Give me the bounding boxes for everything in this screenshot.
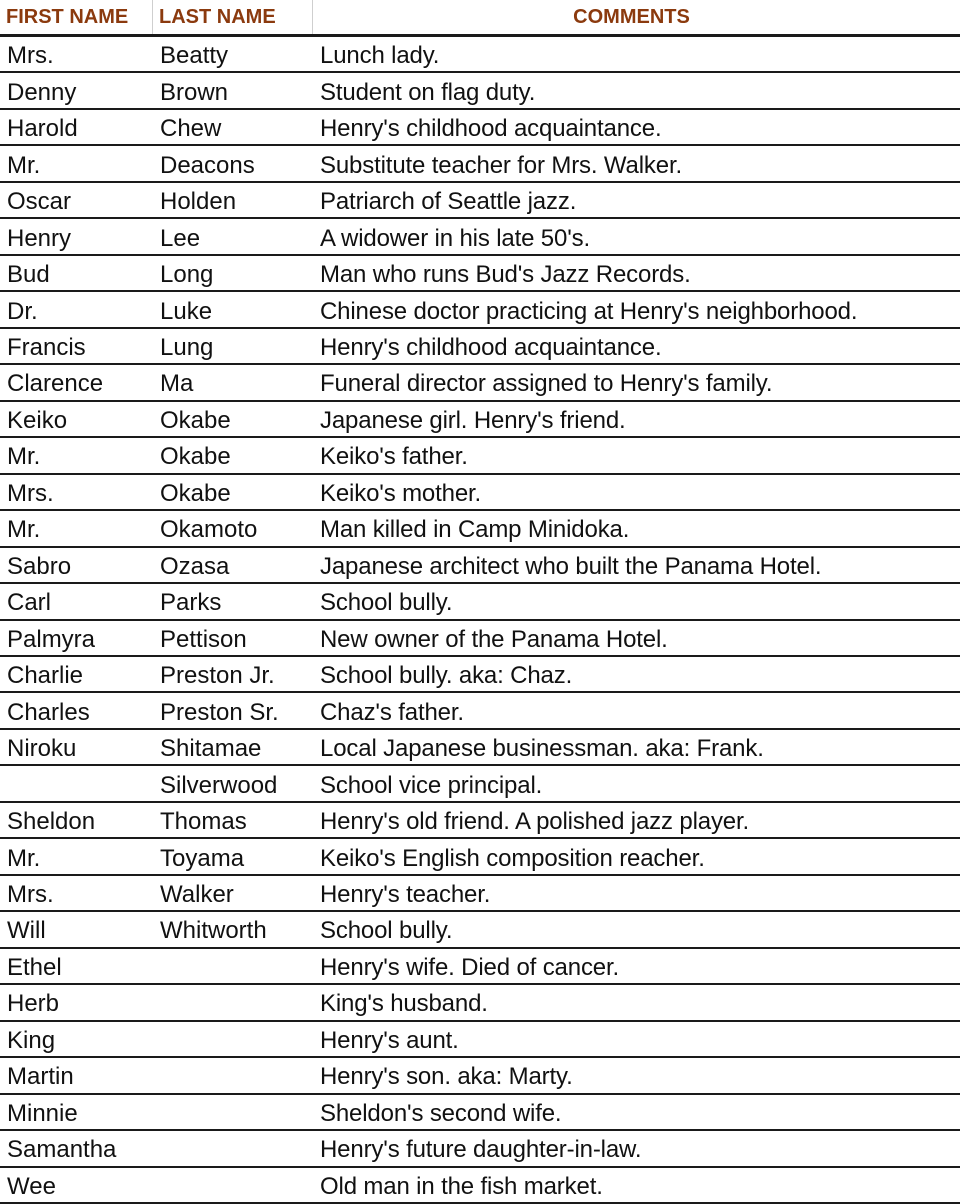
cell-first-name: Francis	[7, 333, 86, 361]
cell-last-name: Whitworth	[160, 917, 267, 945]
cell-comment: Sheldon's second wife.	[320, 1099, 562, 1127]
cell-first-name: Mrs.	[7, 881, 54, 909]
cell-last-name: Lee	[160, 224, 201, 252]
cell-comment: Henry's childhood acquaintance.	[320, 115, 662, 143]
cell-last-name: Walker	[160, 881, 234, 909]
table-row	[0, 475, 960, 511]
cell-comment: Old man in the fish market.	[320, 1172, 603, 1200]
cell-comment: Lunch lady.	[320, 42, 440, 70]
table-row	[0, 657, 960, 693]
cell-first-name: Charles	[7, 698, 90, 726]
header-comments: COMMENTS	[573, 5, 690, 28]
cell-first-name: Oscar	[7, 188, 72, 216]
cell-first-name: Denny	[7, 78, 77, 106]
cell-comment: King's husband.	[320, 990, 488, 1018]
cell-first-name: Herb	[7, 990, 60, 1018]
table-row	[0, 730, 960, 766]
cell-last-name: Pettison	[160, 625, 247, 653]
cell-last-name: Deacons	[160, 151, 255, 179]
cell-first-name: Mrs.	[7, 479, 54, 507]
cell-last-name: Thomas	[160, 808, 247, 836]
cell-last-name	[160, 1000, 320, 1004]
cell-comment: Japanese girl. Henry's friend.	[320, 406, 626, 434]
cell-first-name: Wee	[7, 1172, 56, 1200]
table-row	[0, 292, 960, 328]
cell-first-name: Will	[7, 917, 46, 945]
cell-comment: Man who runs Bud's Jazz Records.	[320, 261, 691, 289]
cell-last-name: Brown	[160, 78, 229, 106]
cell-first-name: Niroku	[7, 735, 77, 763]
table-row	[0, 548, 960, 584]
table-row	[0, 256, 960, 292]
cell-last-name: Okabe	[160, 479, 231, 507]
cell-comment: Henry's future daughter-in-law.	[320, 1136, 642, 1164]
header-first-name: FIRST NAME	[0, 0, 153, 34]
table-row	[0, 766, 960, 802]
table-row	[0, 1131, 960, 1167]
table-row	[0, 402, 960, 438]
cell-last-name: Silverwood	[160, 771, 278, 799]
table-row	[0, 912, 960, 948]
table-row	[0, 803, 960, 839]
cell-last-name: Shitamae	[160, 735, 262, 763]
table-row	[0, 365, 960, 401]
cell-first-name: Carl	[7, 589, 52, 617]
header-last-name: LAST NAME	[153, 0, 313, 34]
cell-comment: Henry's aunt.	[320, 1026, 459, 1054]
cell-comment: Student on flag duty.	[320, 78, 536, 106]
cell-first-name: Mr.	[7, 443, 41, 471]
cell-first-name: Keiko	[7, 406, 68, 434]
cell-first-name: Mr.	[7, 844, 41, 872]
cell-comment: Patriarch of Seattle jazz.	[320, 188, 577, 216]
cell-comment: Henry's childhood acquaintance.	[320, 333, 662, 361]
cell-last-name	[160, 1183, 320, 1187]
cell-first-name: Harold	[7, 115, 78, 143]
cell-comment: School bully. aka: Chaz.	[320, 662, 573, 690]
cell-last-name: Preston Jr.	[160, 662, 275, 690]
table-row	[0, 1168, 960, 1204]
cell-comment: Funeral director assigned to Henry's family.	[320, 370, 773, 398]
table-row	[0, 1095, 960, 1131]
cell-comment: School bully.	[320, 917, 453, 945]
cell-first-name: Martin	[7, 1063, 74, 1091]
table-row	[0, 73, 960, 109]
cell-last-name	[160, 1073, 320, 1077]
cell-last-name: Long	[160, 261, 214, 289]
cell-comment: A widower in his late 50's.	[320, 224, 591, 252]
cell-last-name: Holden	[160, 188, 237, 216]
table-row	[0, 839, 960, 875]
cell-first-name: Mr.	[7, 516, 41, 544]
table-row	[0, 985, 960, 1021]
cell-last-name	[160, 1146, 320, 1150]
cell-last-name: Lung	[160, 333, 214, 361]
cell-first-name: Bud	[7, 261, 50, 289]
cell-comment: School vice principal.	[320, 771, 543, 799]
table-row	[0, 183, 960, 219]
table-row	[0, 1058, 960, 1094]
cell-last-name: Chew	[160, 115, 222, 143]
cell-last-name	[160, 1037, 320, 1041]
cell-comment: Henry's wife. Died of cancer.	[320, 953, 620, 981]
cell-first-name: King	[7, 1026, 56, 1054]
cell-comment: Man killed in Camp Minidoka.	[320, 516, 630, 544]
cell-first-name: Ethel	[7, 953, 62, 981]
cell-first-name: Sheldon	[7, 808, 96, 836]
cell-last-name: Okamoto	[160, 516, 258, 544]
cell-comment: School bully.	[320, 589, 453, 617]
cell-first-name: Henry	[7, 224, 72, 252]
cell-last-name: Beatty	[160, 42, 229, 70]
table-row	[0, 876, 960, 912]
table-row	[0, 511, 960, 547]
table-row	[0, 1022, 960, 1058]
cell-first-name: Palmyra	[7, 625, 96, 653]
cell-last-name: Preston Sr.	[160, 698, 279, 726]
table-row	[0, 438, 960, 474]
table-row	[0, 329, 960, 365]
cell-first-name: Sabro	[7, 552, 72, 580]
cell-comment: Henry's son. aka: Marty.	[320, 1063, 573, 1091]
table-row	[0, 37, 960, 73]
cell-first-name: Mr.	[7, 151, 41, 179]
cell-last-name: Okabe	[160, 443, 231, 471]
cell-comment: Substitute teacher for Mrs. Walker.	[320, 151, 682, 179]
cell-comment: Local Japanese businessman. aka: Frank.	[320, 735, 764, 763]
cell-last-name: Ma	[160, 370, 194, 398]
table-row	[0, 949, 960, 985]
cell-first-name: Minnie	[7, 1099, 78, 1127]
cell-comment: Chaz's father.	[320, 698, 464, 726]
cell-comment: Keiko's mother.	[320, 479, 482, 507]
cell-last-name: Okabe	[160, 406, 231, 434]
cell-comment: Chinese doctor practicing at Henry's neighborhood.	[320, 297, 858, 325]
cell-comment: Henry's teacher.	[320, 881, 491, 909]
cell-comment: Keiko's English composition reacher.	[320, 844, 705, 872]
cell-last-name	[160, 964, 320, 968]
cell-comment: Henry's old friend. A polished jazz player.	[320, 808, 750, 836]
cell-comment: Japanese architect who built the Panama Hotel.	[320, 552, 822, 580]
table-row	[0, 219, 960, 255]
cell-first-name	[0, 782, 160, 786]
cell-last-name: Parks	[160, 589, 222, 617]
cell-last-name: Ozasa	[160, 552, 230, 580]
table-row	[0, 146, 960, 182]
cell-first-name: Clarence	[7, 370, 104, 398]
cell-first-name: Dr.	[7, 297, 38, 325]
cell-last-name	[160, 1110, 320, 1114]
table-row	[0, 110, 960, 146]
cell-last-name: Toyama	[160, 844, 245, 872]
cell-comment: New owner of the Panama Hotel.	[320, 625, 668, 653]
cell-comment: Keiko's father.	[320, 443, 468, 471]
cell-first-name: Samantha	[7, 1136, 117, 1164]
table-header	[0, 0, 960, 37]
cell-first-name: Mrs.	[7, 42, 54, 70]
table-row	[0, 584, 960, 620]
cell-last-name: Luke	[160, 297, 213, 325]
table-row	[0, 621, 960, 657]
cell-first-name: Charlie	[7, 662, 84, 690]
table-row	[0, 693, 960, 729]
